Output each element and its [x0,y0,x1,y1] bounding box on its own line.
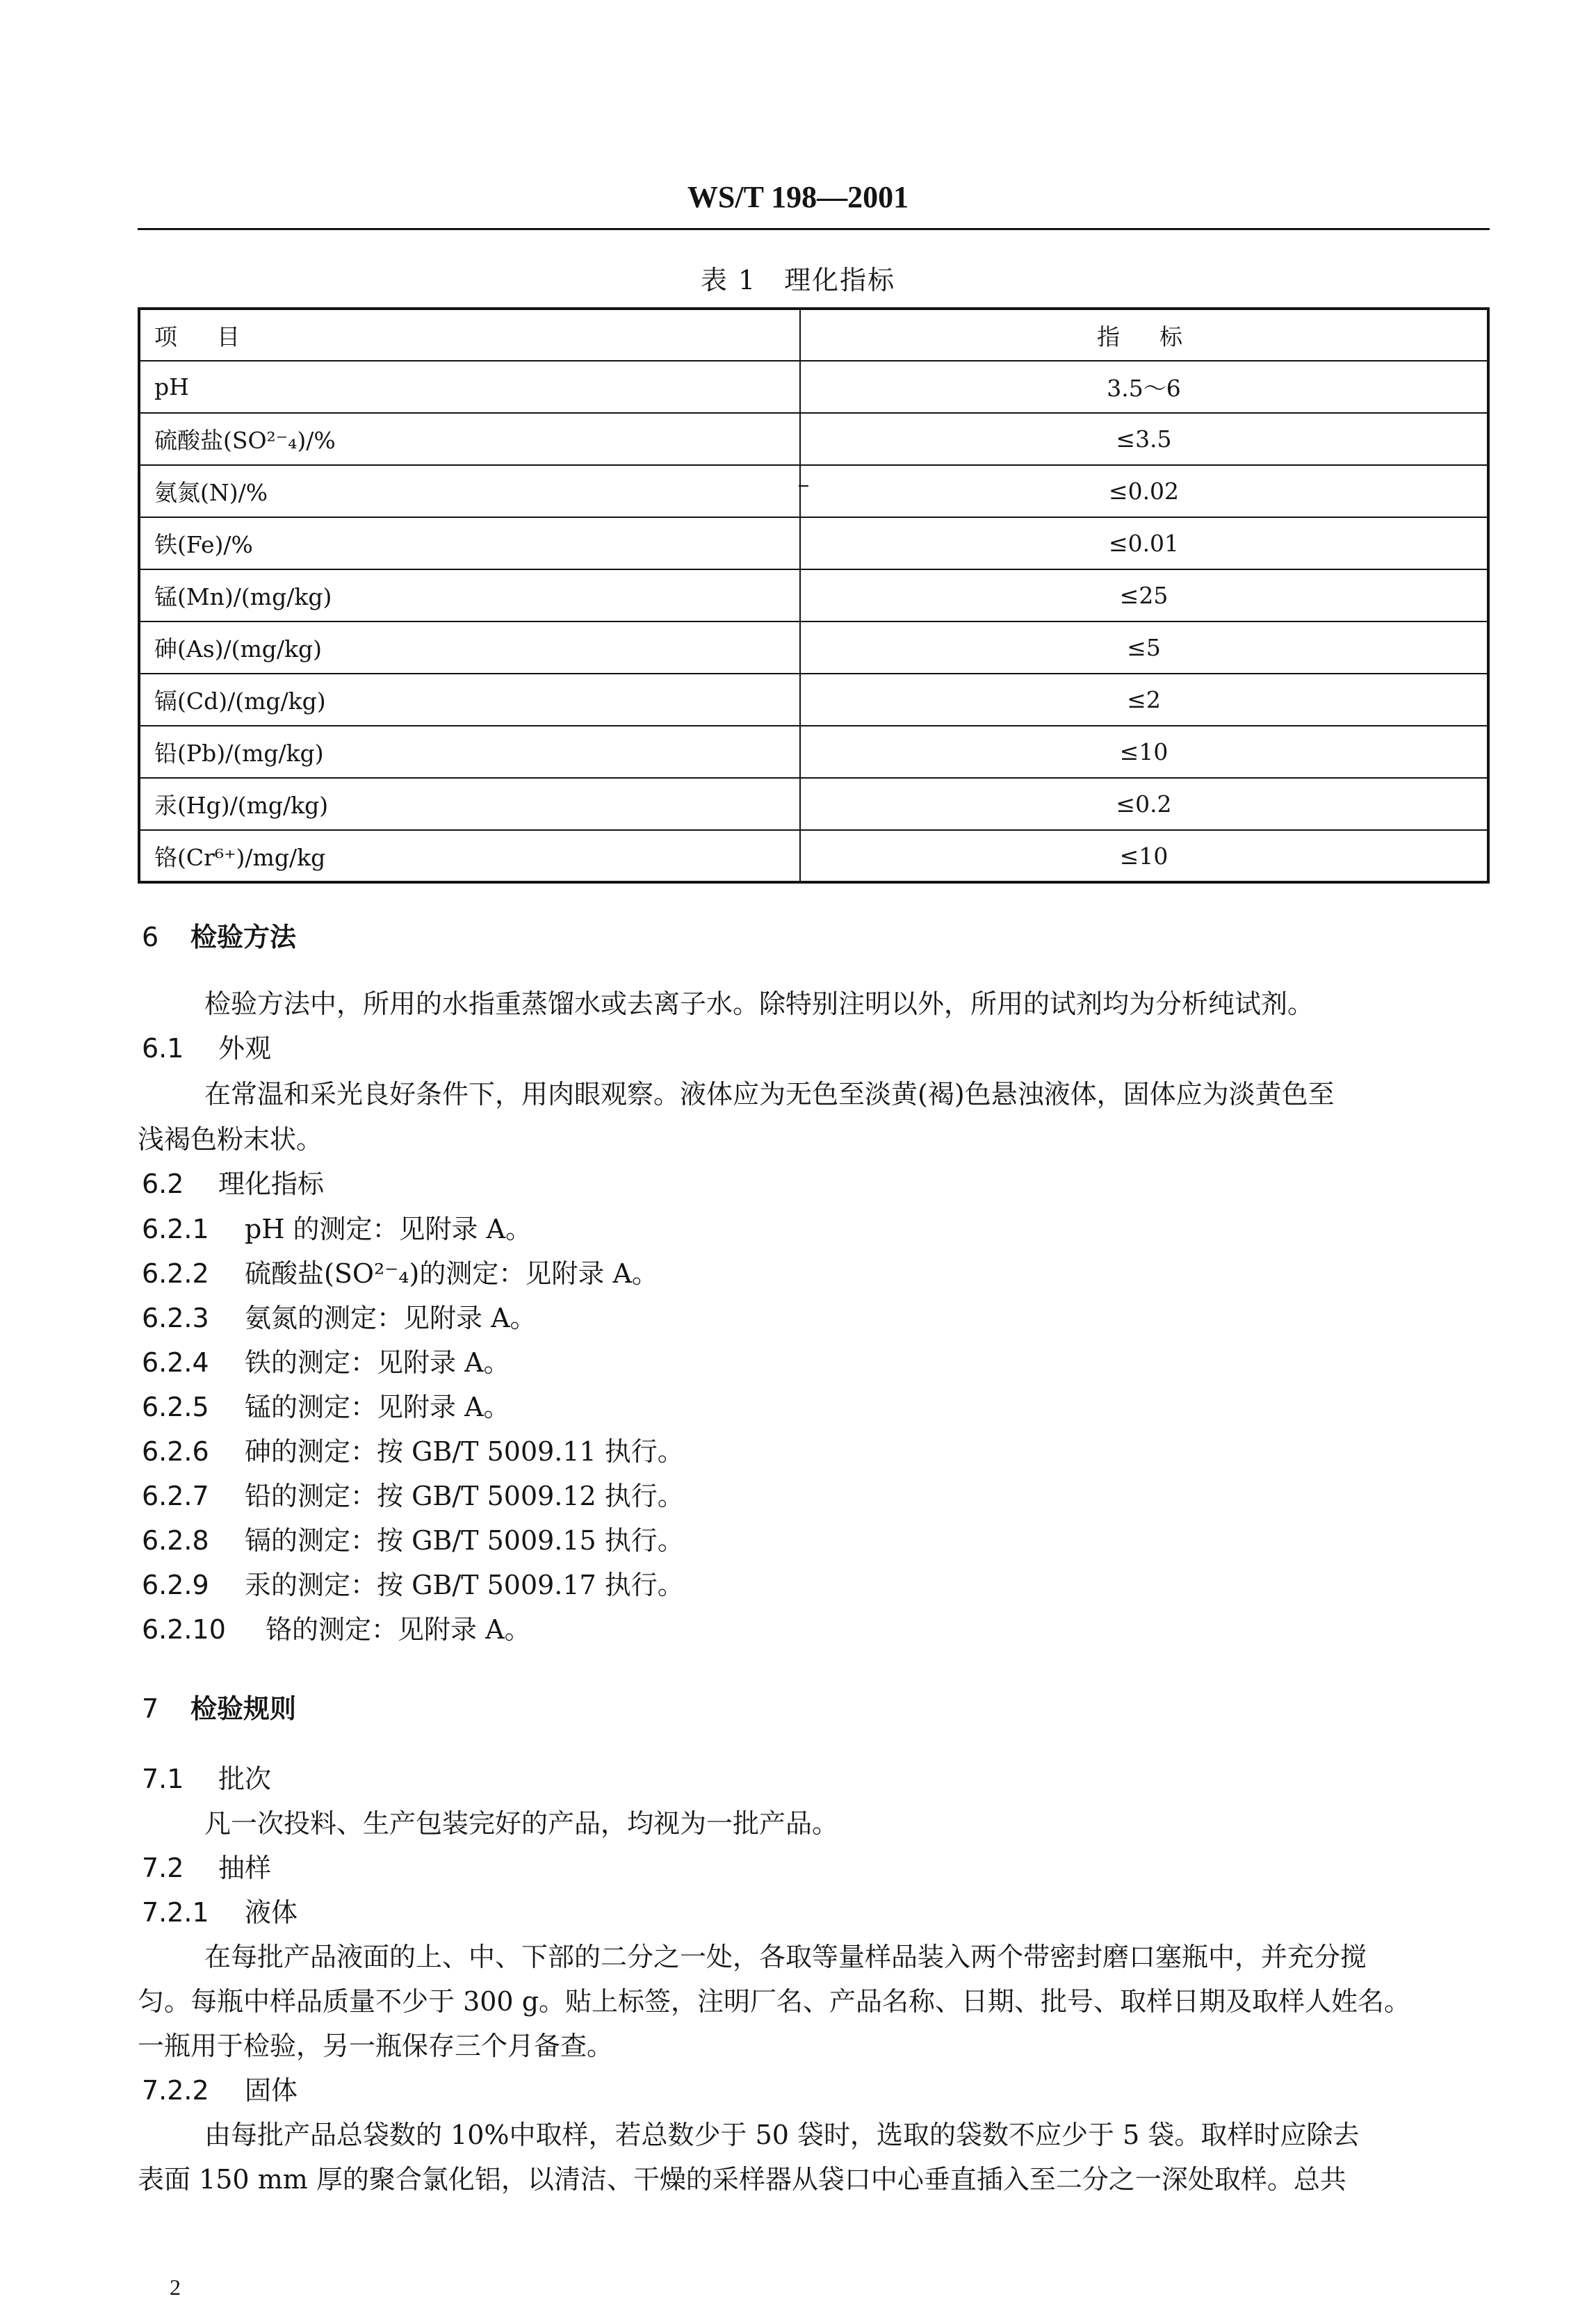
page-number: 2 [170,2275,181,2300]
item-number: 6.2.3 [142,1303,209,1333]
section-7-2-1-heading [142,1899,298,1926]
paragraph-line: 凡一次投料、生产包装完好的产品，均视为一批产品。 [204,1808,839,1839]
row-value: ≤5 [800,621,1488,674]
section-number: 6.2 [142,1169,184,1199]
row-item: 锰(Mn)/(mg/kg) [139,569,800,621]
row-value: ≤0.2 [800,778,1488,830]
list-item [142,1216,532,1242]
section-7-2-2-heading [142,2077,298,2104]
paragraph-line: 匀。每瓶中样品质量不少于 300 g。贴上标签，注明厂名、产品名称、日期、批号、取样日期及取样人姓名。 [138,1986,1411,2017]
section-number: 7.1 [142,1764,184,1794]
header-rule [138,228,1490,230]
paragraph-line: 在每批产品液面的上、中、下部的二分之一处，各取等量样品装入两个带密封磨口塞瓶中，并充分搅 [204,1942,1367,1972]
spec-table [138,307,1490,884]
item-text: pH 的测定：见附录 A。 [245,1214,532,1244]
item-number: 6.2.8 [142,1525,209,1556]
paragraph-line: 浅褐色粉末状。 [138,1124,323,1155]
item-text: 锰的测定：见附录 A。 [245,1392,510,1422]
section-6-1-heading [142,1035,271,1062]
table-row [139,361,1488,413]
section-number: 7.2.1 [142,1897,209,1928]
table-stray-mark [799,485,808,487]
item-text: 镉的测定：按 GB/T 5009.15 执行。 [245,1525,684,1556]
table-row [139,517,1488,569]
table-row [139,413,1488,465]
item-number: 6.2.9 [142,1570,209,1600]
paragraph-line: 表面 150 mm 厚的聚合氯化铝，以清洁、干燥的采样器从袋口中心垂直插入至二分之一深处取样。总共 [138,2164,1346,2195]
row-item: 铁(Fe)/% [139,517,800,569]
row-value: ≤10 [800,830,1488,882]
row-value: ≤25 [800,569,1488,621]
row-item: 砷(As)/(mg/kg) [139,621,800,674]
row-item: 铬(Cr⁶⁺)/mg/kg [139,830,800,882]
item-number: 6.2.4 [142,1347,209,1378]
row-item: 铅(Pb)/(mg/kg) [139,726,800,778]
row-value: ≤0.01 [800,517,1488,569]
section-7-1-heading [142,1766,271,1792]
row-value: ≤10 [800,726,1488,778]
item-text: 铁的测定：见附录 A。 [245,1347,510,1378]
item-number: 6.2.7 [142,1481,209,1511]
list-item [142,1616,531,1643]
section-number: 6.1 [142,1033,184,1064]
item-number: 6.2.10 [142,1614,226,1645]
section-title: 液体 [245,1897,298,1928]
item-text: 硫酸盐(SO²⁻₄)的测定：见附录 A。 [245,1258,658,1289]
section-6-2-heading [142,1171,324,1197]
item-text: 氨氮的测定：见附录 A。 [245,1303,537,1333]
table-row [139,621,1488,674]
item-text: 砷的测定：按 GB/T 5009.11 执行。 [245,1436,684,1467]
table-caption: 表 1 理化指标 [700,265,896,295]
section-number: 7.2 [142,1853,184,1883]
list-item [142,1305,537,1331]
list-item [142,1394,510,1420]
item-number: 6.2.2 [142,1258,209,1289]
section-6-intro: 检验方法中，所用的水指重蒸馏水或去离子水。除特别注明以外，所用的试剂均为分析纯试剂。 [204,989,1314,1019]
row-item: 氨氮(N)/% [139,465,800,517]
row-value: ≤3.5 [800,413,1488,465]
item-number: 6.2.5 [142,1392,209,1422]
header-value: 指 标 [800,309,1488,361]
section-7-heading [142,1693,297,1724]
table-row [139,674,1488,726]
list-item [142,1260,658,1287]
section-number: 7 [142,1693,159,1724]
section-title: 批次 [218,1764,272,1794]
section-title: 外观 [218,1033,272,1064]
row-item: 硫酸盐(SO²⁻₄)/% [139,413,800,465]
row-value: ≤0.02 [800,465,1488,517]
section-title: 固体 [245,2075,298,2106]
table-row [139,569,1488,621]
list-item [142,1527,684,1554]
table-row [139,830,1488,882]
section-7-2-heading [142,1855,271,1881]
row-item: 镉(Cd)/(mg/kg) [139,674,800,726]
item-number: 6.2.6 [142,1436,209,1467]
row-item: pH [139,361,800,413]
table-row [139,778,1488,830]
section-title: 抽样 [218,1853,272,1883]
list-item [142,1483,684,1509]
row-value: 3.5～6 [800,361,1488,413]
item-text: 铬的测定：见附录 A。 [266,1614,531,1645]
section-title: 理化指标 [218,1169,325,1199]
item-number: 6.2.1 [142,1214,209,1244]
paragraph-line: 一瓶用于检验，另一瓶保存三个月备查。 [138,2031,614,2061]
paragraph-line: 由每批产品总袋数的 10%中取样，若总数少于 50 袋时，选取的袋数不应少于 5 袋。取样时应除去 [204,2120,1360,2150]
section-number: 7.2.2 [142,2075,209,2106]
row-value: ≤2 [800,674,1488,726]
standard-code: WS/T 198—2001 [687,180,909,214]
header-item: 项 目 [139,309,800,361]
row-item: 汞(Hg)/(mg/kg) [139,778,800,830]
list-item [142,1349,510,1376]
list-item [142,1438,684,1465]
section-title: 检验规则 [190,1693,297,1724]
section-number: 6 [142,922,159,952]
item-text: 铅的测定：按 GB/T 5009.12 执行。 [245,1481,684,1511]
item-text: 汞的测定：按 GB/T 5009.17 执行。 [245,1570,684,1600]
table-row [139,465,1488,517]
section-title: 检验方法 [190,921,297,952]
paragraph-line: 在常温和采光良好条件下，用肉眼观察。液体应为无色至淡黄(褐)色悬浊液体，固体应为淡黄色至 [204,1079,1335,1110]
table-header-row [139,309,1488,361]
table-row [139,726,1488,778]
section-6-heading [142,921,297,952]
list-item [142,1572,684,1598]
